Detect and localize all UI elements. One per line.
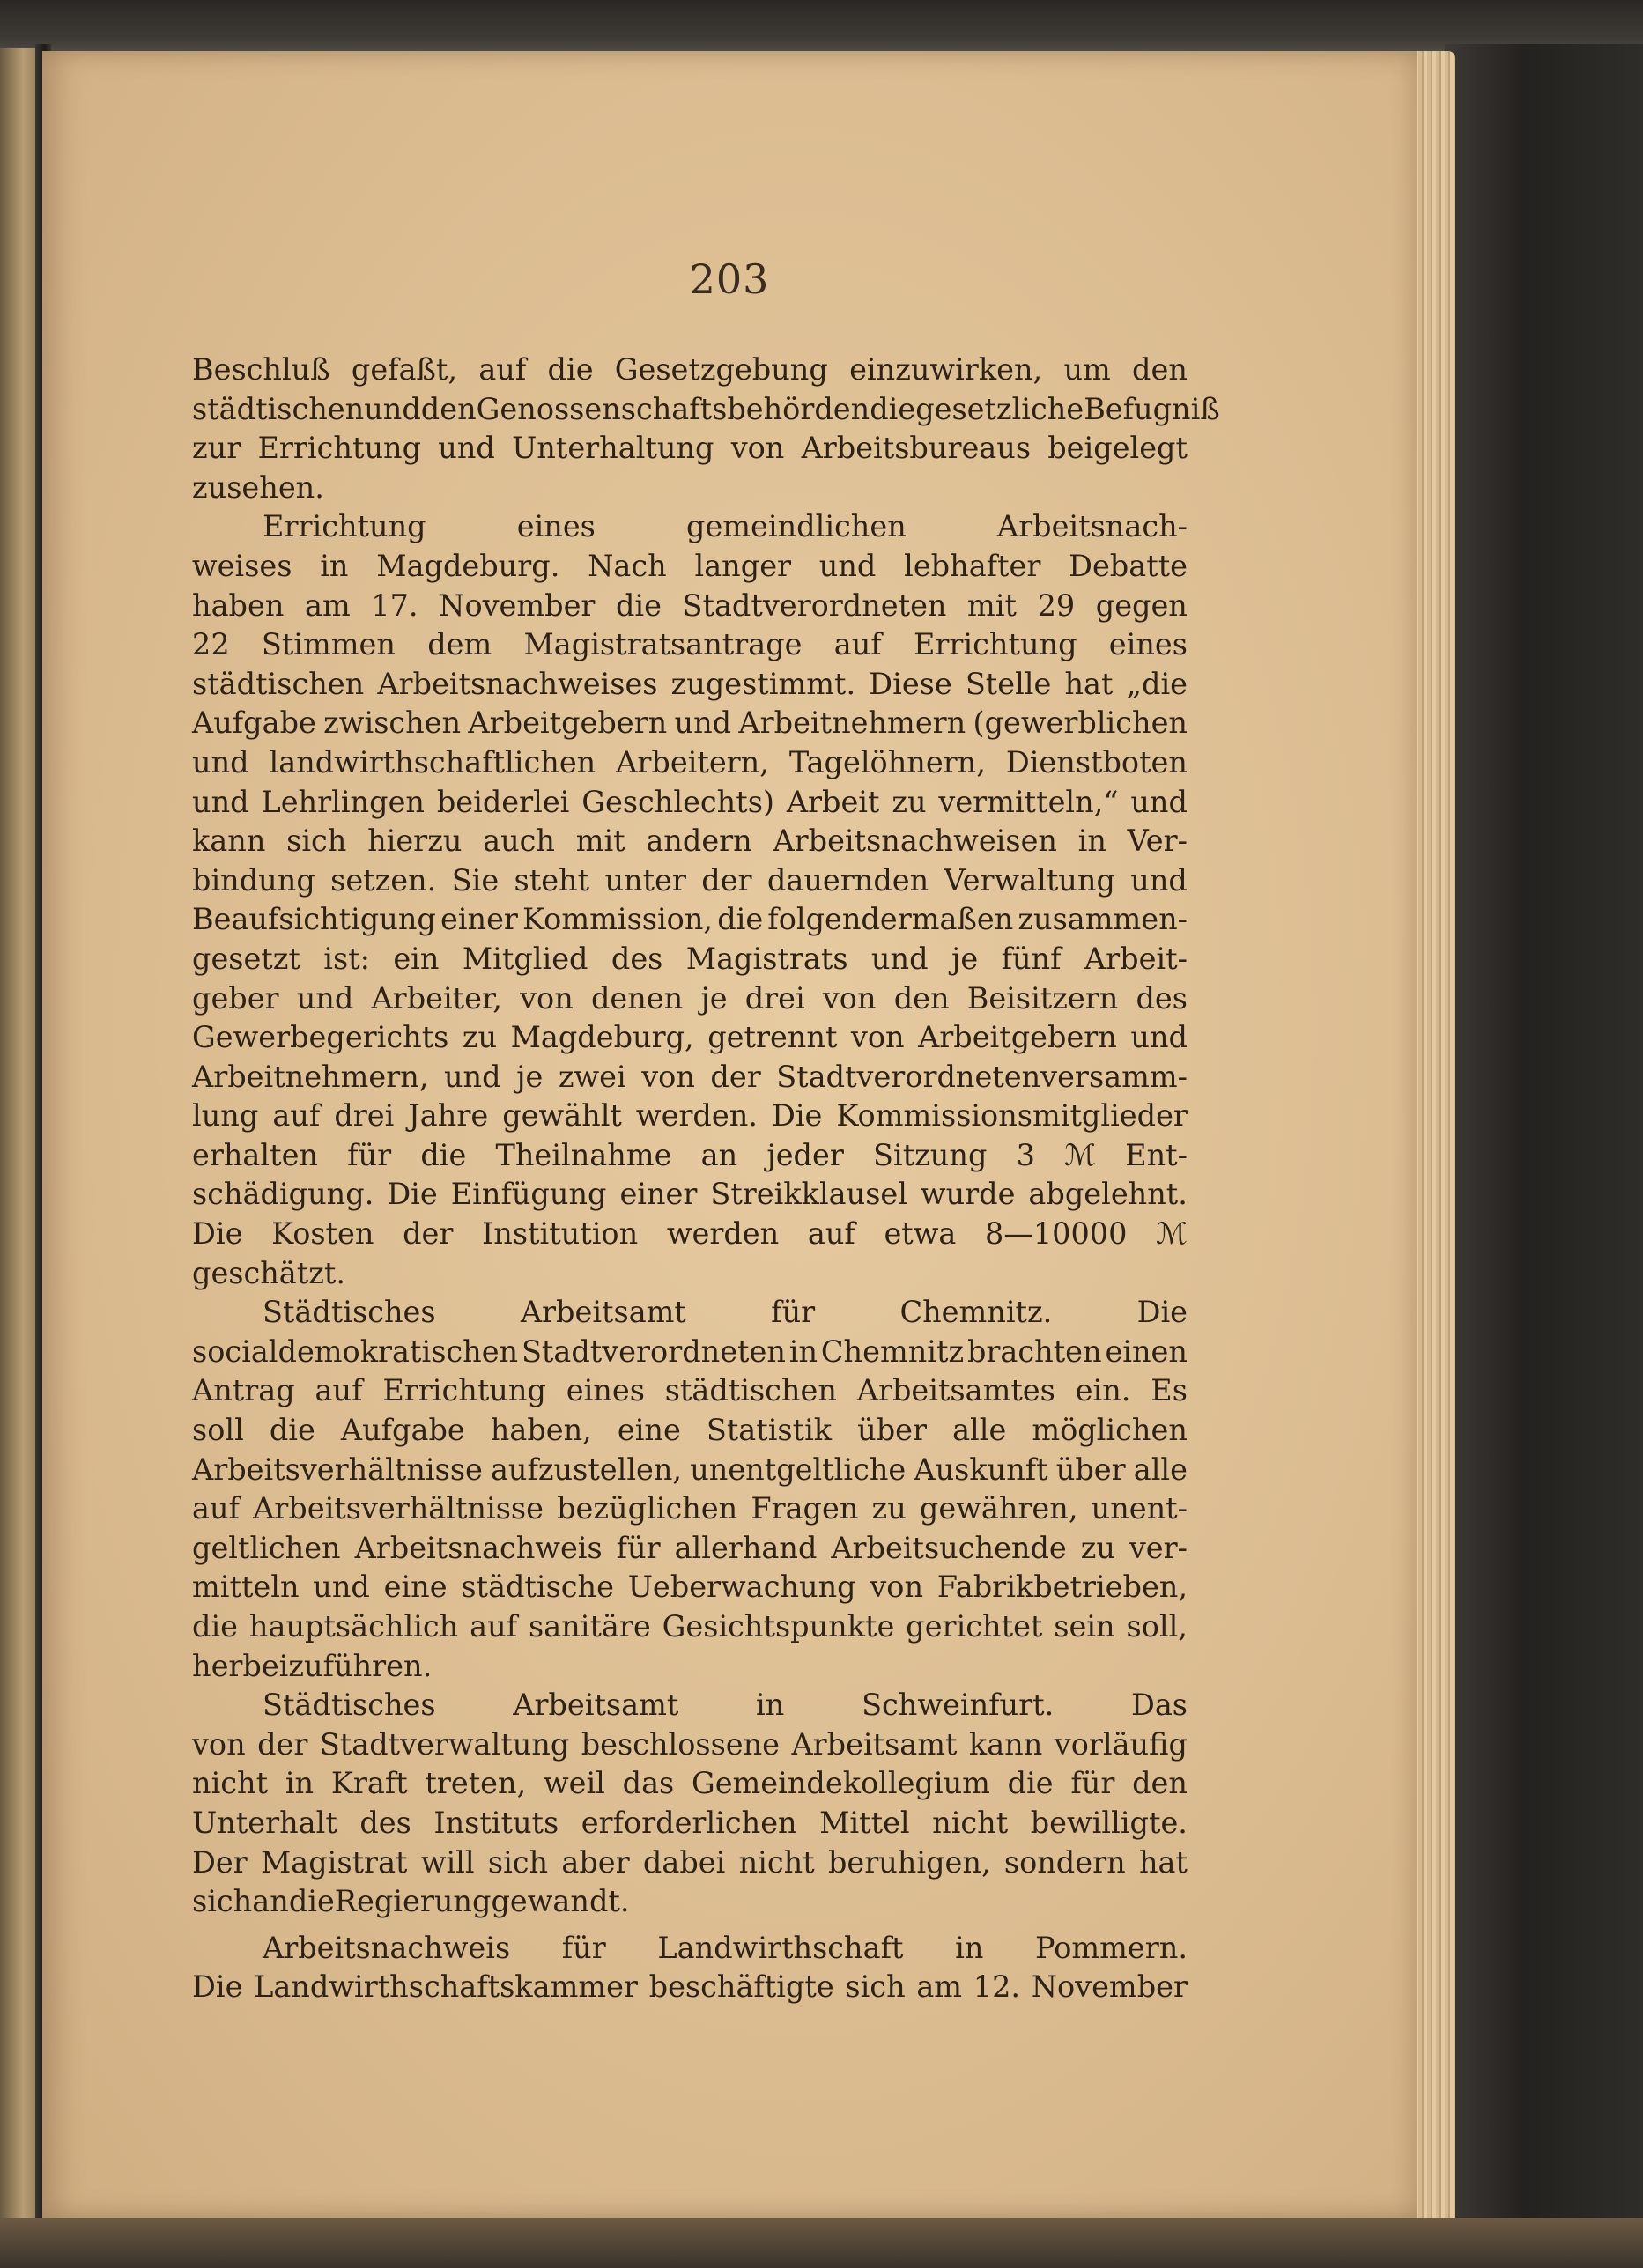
text-line: Der Magistrat will sich aber dabei nicht beruhigen, sondern hat [192,1844,1188,1880]
text-line: geltlichen Arbeitsnachweis für allerhand Arbeitsuchende zu ver- [192,1530,1188,1565]
text-line: und landwirthschaftlichen Arbeitern, Tagelöhnern, Dienstboten [192,744,1188,779]
text-line: nicht in Kraft treten, weil das Gemeindekollegium die für den [192,1766,1188,1801]
text-line: geber und Arbeiter, von denen je drei von den Beisitzern des [192,980,1188,1016]
text-line: sich an die Regierung gewandt. [192,1884,630,1919]
text-line: Gewerbegerichts zu Magdeburg, getrennt von Arbeitgebern und [192,1020,1188,1055]
scan-bottom-edge [0,2218,1643,2268]
text-line: Städtisches Arbeitsamt für Chemnitz. Die [263,1295,1188,1330]
text-line: Beschluß gefaßt, auf die Gesetzgebung einzuwirken, um den [192,352,1188,387]
text-line: zu sehen. [192,469,324,505]
text-line: Errichtung eines gemeindlichen Arbeitsnach- [263,509,1188,544]
text-line: Aufgabe zwischen Arbeitgebern und Arbeitnehmern (gewerblichen [192,706,1188,741]
text-line: die hauptsächlich auf sanitäre Gesichtspunkte gerichtet sein soll, [192,1609,1188,1644]
text-line: mitteln und eine städtische Ueberwachung von Fabrikbetrieben, [192,1570,1188,1605]
text-line: lung auf drei Jahre gewählt werden. Die Kommissionsmitglieder [192,1098,1188,1134]
text-line: Arbeitnehmern, und je zwei von der Stadtverordnetenversamm- [192,1059,1188,1094]
text-line: soll die Aufgabe haben, eine Statistik über alle möglichen [192,1413,1188,1448]
scan-top-edge [0,0,1643,58]
book-page [42,51,1417,2218]
text-line: Städtisches Arbeitsamt in Schweinfurt. Das [263,1688,1188,1723]
text-line: 22 Stimmen dem Magistratsantrage auf Errichtung eines [192,627,1188,662]
text-line: Die Landwirthschaftskammer beschäftigte sich am 12. November [192,1969,1188,2005]
paragraph-gap [192,1922,1188,1929]
text-line: bindung setzen. Sie steht unter der dauernden Verwaltung und [192,862,1188,898]
text-line: zur Errichtung und Unterhaltung von Arbeitsbureaus beigelegt [192,431,1188,466]
text-line: schädigung. Die Einfügung einer Streikklausel wurde abgelehnt. [192,1177,1188,1212]
text-line: Beaufsichtigung einer Kommission, die folgendermaßen zusammen- [192,902,1188,937]
text-line: städtischen Arbeitsnachweises zugestimmt. Diese Stelle hat „die [192,666,1188,701]
text-line: haben am 17. November die Stadtverordneten mit 29 gegen [192,587,1188,623]
text-line: Arbeitsverhältnisse aufzustellen, unentgeltliche Auskunft über alle [192,1452,1188,1487]
text-line: städtischen und den Genossenschaftsbehörden die gesetzliche Befugniß [192,391,1220,426]
text-line: socialdemokratischen Stadtverordneten in Chemnitz brachten einen [192,1333,1188,1369]
text-line: erhalten für die Theilnahme an jeder Sitzung 3 ℳ Ent- [192,1137,1188,1172]
text-line: Arbeitsnachweis für Landwirthschaft in Pommern. [263,1930,1188,1965]
text-line: von der Stadtverwaltung beschlossene Arbeitsamt kann vorläufig [192,1726,1188,1762]
text-line: Die Kosten der Institution werden auf etwa 8—10000 ℳ [192,1216,1188,1252]
body-text [192,351,1220,2007]
text-line: und Lehrlingen beiderlei Geschlechts) Arbeit zu vermitteln,“ und [192,784,1188,819]
text-line: kann sich hierzu auch mit andern Arbeitsnachweisen in Ver- [192,824,1188,859]
book-cover-edge [1445,44,1643,2268]
text-line: Unterhalt des Instituts erforderlichen Mittel nicht bewilligte. [192,1805,1188,1840]
text-line: auf Arbeitsverhältnisse bezüglichen Fragen zu gewähren, unent- [192,1491,1188,1526]
text-line: geschätzt. [192,1255,345,1290]
text-line: gesetzt ist: ein Mitglied des Magistrats und je fünf Arbeit- [192,941,1188,976]
text-line: weises in Magdeburg. Nach langer und lebhafter Debatte [192,548,1188,583]
text-line: Antrag auf Errichtung eines städtischen Arbeitsamtes ein. Es [192,1373,1188,1408]
text-line: herbeizuführen. [192,1648,433,1683]
page-number: 203 [689,255,770,303]
